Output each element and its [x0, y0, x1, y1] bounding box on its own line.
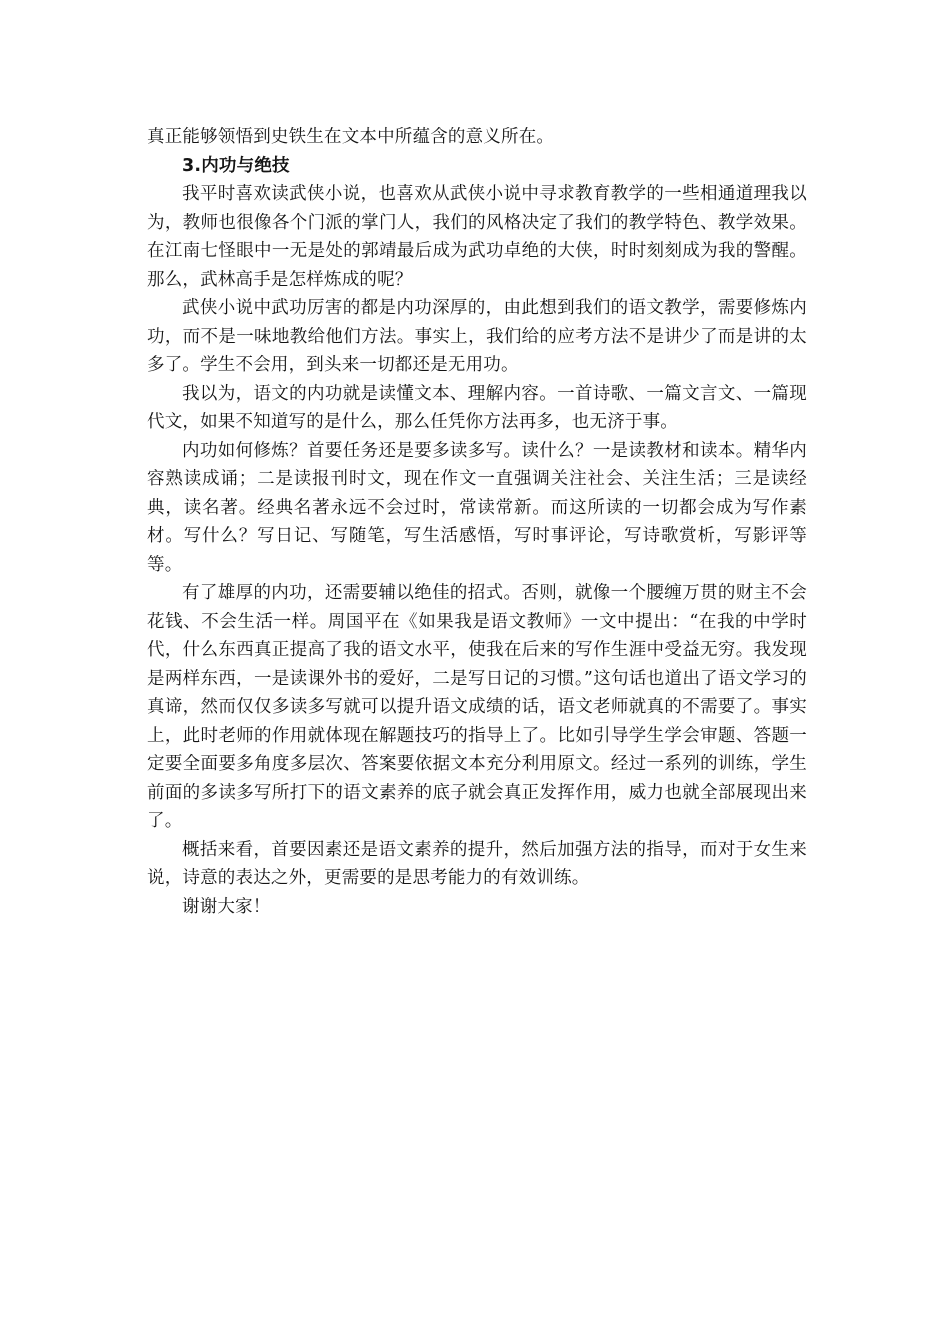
paragraph: 我平时喜欢读武侠小说，也喜欢从武侠小说中寻求教育教学的一些相通道理我以为，教师也很像各个门派的掌门人，我们的风格决定了我们的教学特色、教学效果。在江南七怪眼中一无是处的郭靖最后成为武功卓绝的大侠，时时刻刻成为我的警醒。那么，武林高手是怎样炼成的呢？ — [147, 184, 807, 290]
section-heading: 3.内功与绝技 — [182, 155, 290, 176]
document-body — [147, 123, 807, 921]
paragraph: 武侠小说中武功厉害的都是内功深厚的，由此想到我们的语文教学，需要修炼内功，而不是一味地教给他们方法。事实上，我们给的应考方法不是讲少了而是讲的太多了。学生不会用，到头来一切都还是无用功。 — [147, 298, 807, 375]
closing-line: 谢谢大家！ — [182, 896, 271, 917]
paragraph: 内功如何修炼？首要任务还是要多读多写。读什么？一是读教材和读本。精华内容熟读成诵；二是读报刊时文，现在作文一直强调关注社会、关注生活；三是读经典，读名著。经典名著永远不会过时，常读常新。而这所读的一切都会成为写作素材。写什么？写日记、写随笔，写生活感悟，写时事评论，写诗歌赏析，写影评等等。 — [147, 440, 807, 575]
paragraph: 我以为，语文的内功就是读懂文本、理解内容。一首诗歌、一篇文言文、一篇现代文，如果不知道写的是什么，那么任凭你方法再多，也无济于事。 — [147, 383, 807, 432]
paragraph: 有了雄厚的内功，还需要辅以绝佳的招式。否则，就像一个腰缠万贯的财主不会花钱、不会生活一样。周国平在《如果我是语文教师》一文中提出：“在我的中学时代，什么东西真正提高了我的语文水平，使我在后来的写作生涯中受益无穷。我发现是两样东西，一是读课外书的爱好，二是写日记的习惯。”这句话也道出了语文学习的真谛，然而仅仅多读多写就可以提升语文成绩的话，语文老师就真的不需要了。事实上，此时老师的作用就体现在解题技巧的指导上了。比如引导学生学会审题、答题一定要全面要多角度多层次、答案要依据文本充分利用原文。经过一系列的训练，学生前面的多读多写所打下的语文素养的底子就会真正发挥作用，威力也就全部展现出来了。 — [147, 583, 807, 831]
paragraph: 概括来看，首要因素还是语文素养的提升，然后加强方法的指导，而对于女生来说，诗意的表达之外，更需要的是思考能力的有效训练。 — [147, 839, 807, 888]
continued-paragraph: 真正能够领悟到史铁生在文本中所蕴含的意义所在。 — [147, 127, 555, 147]
